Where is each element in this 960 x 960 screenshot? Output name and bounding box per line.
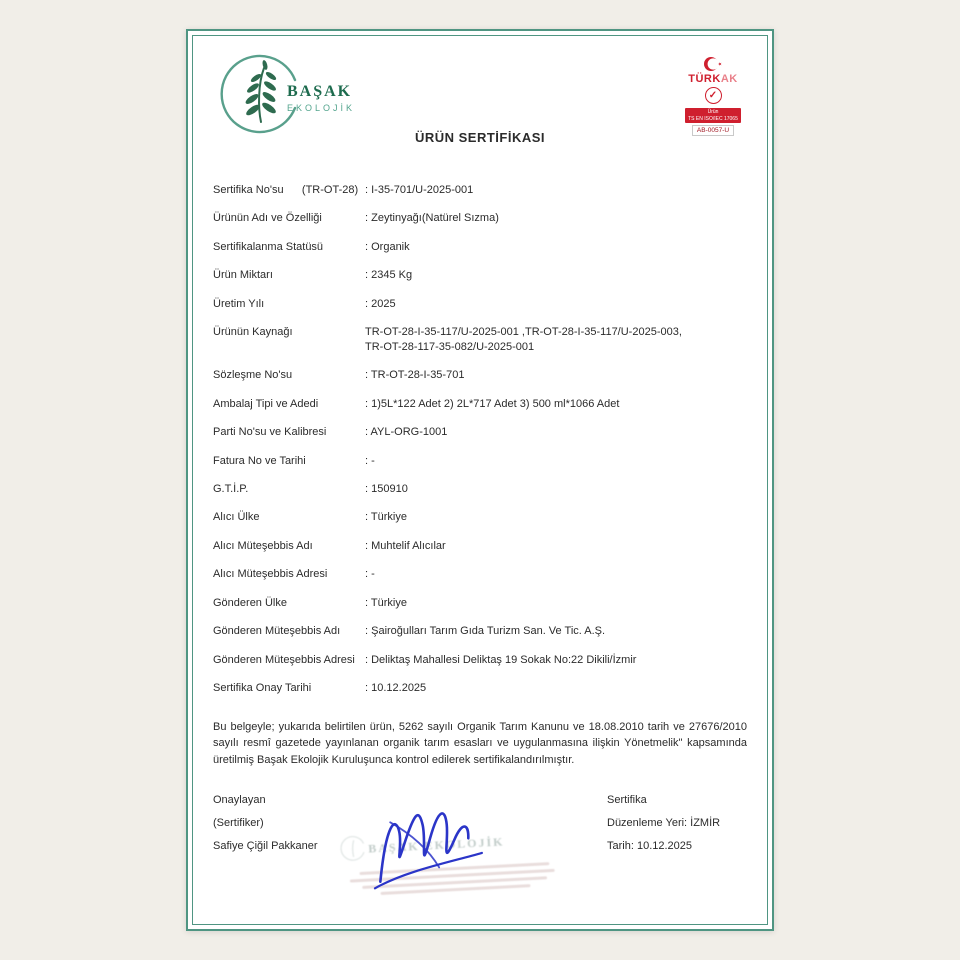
field-row	[213, 447, 747, 475]
field-label: Sözleşme No'su	[213, 369, 293, 382]
field-row	[213, 204, 747, 232]
field-label: Parti No'su ve Kalibresi	[213, 426, 327, 439]
field-row	[213, 176, 747, 204]
field-label: G.T.İ.P.	[213, 483, 249, 496]
field-value: : 1)5L*122 Adet 2) 2L*717 Adet 3) 500 ml*1066 Adet	[365, 397, 620, 410]
approver-block	[213, 794, 318, 863]
field-label: Ürünün Kaynağı	[213, 325, 293, 338]
basak-ekolojik-logo	[219, 52, 355, 141]
field-label: Sertifika No'su (TR-OT-28)	[213, 183, 359, 196]
field-label: Üretim Yılı	[213, 297, 265, 310]
field-row	[213, 390, 747, 418]
approver-name: Safiye Çiğil Pakkaner	[213, 840, 318, 853]
turkak-wordmark: TÜRKAK	[688, 73, 738, 85]
stamp-illegible-line	[381, 884, 531, 895]
field-row	[213, 418, 747, 446]
field-value: : Deliktaş Mahallesi Deliktaş 19 Sokak No:22 Dikili/İzmir	[365, 653, 637, 666]
field-label: Sertifikalanma Statüsü	[213, 240, 324, 253]
field-row	[213, 318, 747, 361]
turkak-accreditation-code: AB-0057-U	[692, 125, 734, 136]
field-row	[213, 361, 747, 389]
stamp-illegible-line	[362, 876, 547, 889]
approver-role-sub: (Sertifiker)	[213, 817, 264, 830]
crescent-star-icon	[703, 56, 723, 72]
field-value: : Organik	[365, 240, 410, 253]
field-row	[213, 561, 747, 589]
field-value: : Türkiye	[365, 511, 407, 524]
certificate-inner-border	[192, 35, 768, 925]
field-row	[213, 617, 747, 645]
issue-block	[607, 794, 747, 863]
stamp-company-name: BAŞAK EKOLOJİK	[367, 834, 505, 856]
logo-name: BAŞAK	[287, 82, 353, 100]
field-label: Ürün Miktarı	[213, 269, 273, 282]
stamp-wheat-icon	[340, 835, 367, 865]
header	[213, 50, 747, 154]
field-value: : I-35-701/U-2025-001	[365, 183, 474, 196]
turkak-accreditation-mark	[681, 56, 745, 136]
field-row	[213, 261, 747, 289]
field-row	[213, 589, 747, 617]
field-label: Sertifika Onay Tarihi	[213, 682, 312, 695]
stamp-illegible-line	[359, 862, 549, 875]
field-value: : 2025	[365, 297, 396, 310]
field-label: Ürünün Adı ve Özelliği	[213, 212, 322, 225]
field-row	[213, 532, 747, 560]
field-value: : Zeytinyağı(Natürel Sızma)	[365, 212, 499, 225]
checkmark-icon: ✓	[705, 87, 722, 104]
stamp-header	[340, 824, 571, 865]
logo-text	[287, 83, 355, 113]
certificate-page	[186, 29, 774, 931]
field-label: Alıcı Müteşebbis Adı	[213, 539, 313, 552]
field-row	[213, 290, 747, 318]
field-label: Gönderen Müteşebbis Adı	[213, 625, 341, 638]
handwritten-signature	[358, 791, 507, 903]
stamp-illegible-line	[350, 869, 555, 883]
field-value: : Şairoğulları Tarım Gıda Turizm San. Ve Tic. A.Ş.	[365, 625, 606, 638]
field-row	[213, 475, 747, 503]
turkak-cert-scope: Ürün TS EN ISO/IEC 17065	[685, 108, 741, 123]
legal-statement: Bu belgeyle; yukarıda belirtilen ürün, 5262 sayılı Organik Tarım Kanunu ve 18.08.2010 tarih ve 27676/2010 sayılı resmî gazetede yayınlanan organik tarım esasları ve uygulanmasına ilişkin Yönetmelik" kapsamında üretilmiş Başak Ekolojik Kuruluşunca kontrol edilerek sertifikalandırılmıştır.	[213, 720, 747, 766]
issue-place: Düzenleme Yeri: İZMİR	[607, 817, 721, 830]
fields-list	[213, 176, 747, 703]
issue-title: Sertifika	[607, 794, 647, 807]
field-row	[213, 504, 747, 532]
field-value: : Türkiye	[365, 596, 407, 609]
approver-role: Onaylayan	[213, 794, 266, 807]
company-stamp	[340, 824, 573, 897]
field-row	[213, 674, 747, 702]
document-title: ÜRÜN SERTİFİKASI	[414, 130, 546, 145]
field-value: TR-OT-28-I-35-117/U-2025-001 ,TR-OT-28-I-35-117/U-2025-003, TR-OT-28-117-35-082/U-2025-001	[365, 325, 682, 353]
field-row	[213, 646, 747, 674]
field-label: Gönderen Müteşebbis Adresi	[213, 653, 355, 666]
field-value: : -	[365, 568, 375, 581]
field-label: Alıcı Ülke	[213, 511, 260, 524]
field-row	[213, 233, 747, 261]
field-value: : TR-OT-28-I-35-701	[365, 369, 465, 382]
field-label: Alıcı Müteşebbis Adresi	[213, 568, 328, 581]
field-label: Fatura No ve Tarihi	[213, 454, 306, 467]
field-value: : Muhtelif Alıcılar	[365, 539, 446, 552]
field-label: Gönderen Ülke	[213, 596, 287, 609]
field-value: : 150910	[365, 483, 408, 496]
field-label: Ambalaj Tipi ve Adedi	[213, 397, 319, 410]
issue-date: Tarih: 10.12.2025	[607, 840, 693, 853]
field-value: : 10.12.2025	[365, 682, 427, 695]
signoff-section	[213, 794, 747, 863]
field-value: : 2345 Kg	[365, 269, 413, 282]
field-value: : -	[365, 454, 375, 467]
logo-subtitle: EKOLOJİK	[287, 102, 356, 113]
field-value: : AYL-ORG-1001	[365, 426, 448, 439]
